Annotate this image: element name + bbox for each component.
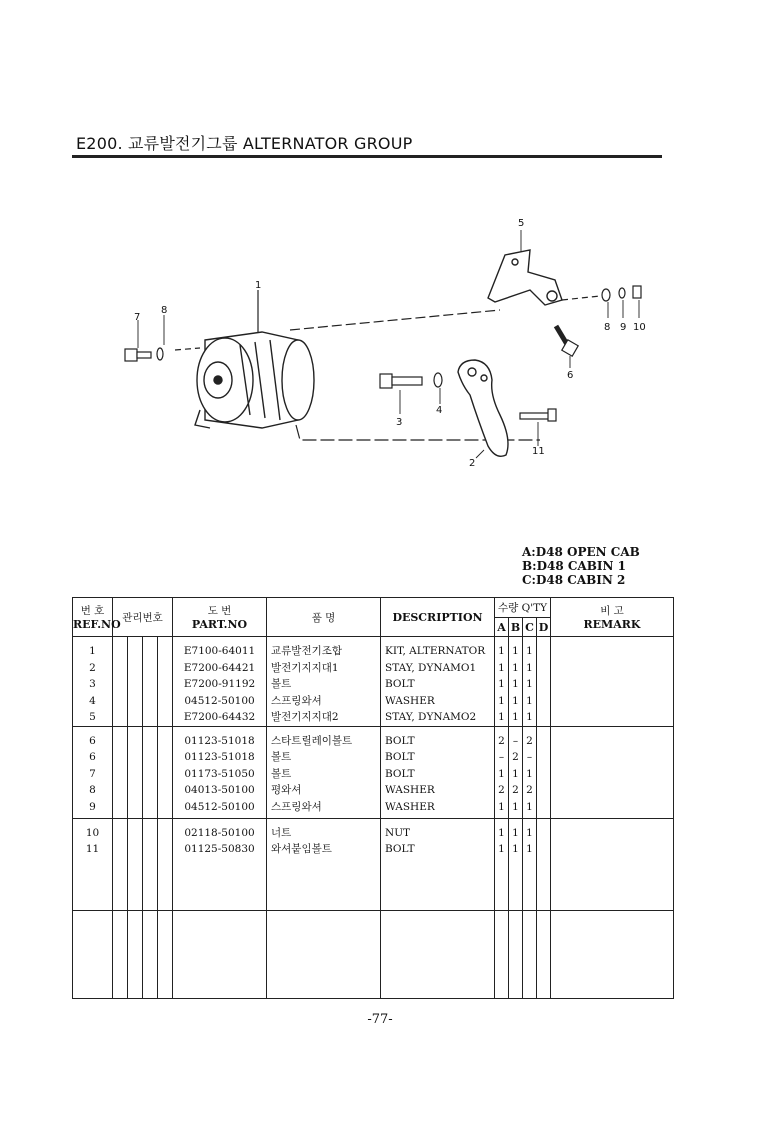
mgmt-cell bbox=[158, 910, 173, 998]
ref-no-cell bbox=[73, 637, 113, 727]
parts-table-header bbox=[73, 598, 674, 637]
table-cell-value: 와셔붙임볼트 bbox=[271, 843, 332, 855]
table-cell-value: E7100-64011 bbox=[183, 645, 256, 657]
table-cell-value: 1 bbox=[526, 661, 533, 674]
page-number: -77- bbox=[367, 1012, 393, 1027]
bolt-11-icon bbox=[520, 409, 556, 421]
table-cell-value: 1 bbox=[498, 645, 505, 657]
parts-group-3 bbox=[73, 818, 674, 910]
qty-b-cell bbox=[509, 726, 523, 818]
ref-no-cell bbox=[73, 818, 113, 910]
callout-10: 10 bbox=[633, 322, 646, 333]
model-legend bbox=[522, 545, 640, 587]
table-cell-value: 1 bbox=[498, 678, 505, 690]
table-cell-value: 2 bbox=[526, 784, 533, 796]
parts-group-row bbox=[73, 726, 674, 818]
qty-d-cell bbox=[537, 818, 551, 910]
qty-col-c: C bbox=[523, 618, 537, 637]
table-cell-value: 1 bbox=[498, 767, 505, 780]
legend-b: B:D48 CABIN 1 bbox=[522, 559, 626, 573]
legend-a: A:D48 OPEN CAB bbox=[522, 545, 640, 559]
parts-group-empty bbox=[73, 910, 674, 998]
table-cell-value: 볼트 bbox=[271, 767, 292, 780]
description-cell bbox=[381, 818, 495, 910]
description-header: DESCRIPTION bbox=[381, 598, 495, 637]
table-cell-value: 볼트 bbox=[271, 751, 292, 763]
remark-cell bbox=[551, 637, 674, 727]
table-cell-value: 1 bbox=[526, 843, 533, 855]
table-cell-value bbox=[537, 709, 550, 726]
name-ko-cell bbox=[267, 910, 381, 998]
table-cell-value: 스타트릴레이볼트 bbox=[271, 734, 353, 747]
table-cell-value: 1 bbox=[512, 843, 519, 855]
remark-cell bbox=[551, 818, 674, 910]
table-cell-value: 1 bbox=[526, 694, 533, 707]
table-cell-value: 01123-51018 bbox=[184, 734, 255, 747]
description-cell bbox=[381, 637, 495, 727]
callout-7: 7 bbox=[134, 312, 141, 323]
qty-col-b: B bbox=[509, 618, 523, 637]
callout-5: 5 bbox=[518, 218, 525, 229]
table-cell-value: – bbox=[512, 734, 519, 747]
table-cell-value: WASHER bbox=[385, 800, 435, 813]
bolt-3-icon bbox=[380, 373, 442, 388]
parts-group-1 bbox=[73, 637, 674, 727]
callout-1: 1 bbox=[255, 280, 262, 291]
table-cell-value bbox=[537, 766, 550, 783]
table-cell-value: 04512-50100 bbox=[184, 800, 255, 813]
table-cell-value: STAY, DYNAMO1 bbox=[385, 661, 477, 674]
parts-group-row bbox=[73, 910, 674, 998]
table-cell-value: 교류발전기조합 bbox=[271, 645, 343, 657]
mgmt-cell bbox=[143, 726, 158, 818]
part-no-cell bbox=[173, 637, 267, 727]
table-cell-value: E7200-64421 bbox=[183, 661, 256, 674]
qty-c-cell bbox=[523, 910, 537, 998]
table-cell-value: BOLT bbox=[385, 678, 415, 690]
table-cell-value: 2 bbox=[512, 784, 519, 796]
table-cell-value: 01125-50830 bbox=[184, 843, 255, 855]
parts-table bbox=[72, 597, 674, 999]
callout-4: 4 bbox=[436, 405, 443, 416]
qty-col-a: A bbox=[495, 618, 509, 637]
bolt-7-icon bbox=[125, 348, 163, 361]
table-cell-value: 스프링와셔 bbox=[271, 694, 322, 707]
table-cell-value: 평와셔 bbox=[271, 784, 302, 796]
qty-b-cell bbox=[509, 910, 523, 998]
table-cell-value: BOLT bbox=[385, 734, 415, 747]
table-cell-value: 04013-50100 bbox=[184, 784, 255, 796]
qty-d-cell bbox=[537, 726, 551, 818]
table-cell-value: 1 bbox=[526, 711, 533, 723]
table-cell-value: 1 bbox=[512, 661, 519, 674]
table-cell-value: 너트 bbox=[271, 826, 292, 839]
table-cell-value bbox=[537, 693, 550, 710]
table-cell-value: 8 bbox=[89, 784, 96, 796]
stay-arm-icon bbox=[458, 360, 508, 456]
table-cell-value: 7 bbox=[89, 767, 96, 780]
table-cell-value: 1 bbox=[526, 826, 533, 839]
table-cell-value: 1 bbox=[512, 826, 519, 839]
page-title: E200. 교류발전기그룹 ALTERNATOR GROUP bbox=[76, 134, 413, 153]
bolt-6-icon bbox=[556, 326, 578, 356]
mgmt-no-header: 관리번호 bbox=[113, 598, 173, 637]
table-cell-value bbox=[537, 643, 550, 660]
table-cell-value bbox=[537, 825, 550, 842]
alternator-icon bbox=[195, 332, 314, 428]
qty-d-cell bbox=[537, 910, 551, 998]
table-cell-value: BOLT bbox=[385, 767, 415, 780]
table-cell-value: 2 bbox=[498, 784, 505, 796]
table-cell-value: BOLT bbox=[385, 751, 415, 763]
mgmt-cell bbox=[113, 910, 128, 998]
callout-2: 2 bbox=[469, 458, 476, 469]
table-cell-value: 4 bbox=[89, 694, 96, 707]
table-cell-value: 1 bbox=[89, 645, 96, 657]
alternator-exploded-diagram bbox=[0, 0, 760, 540]
table-cell-value: 6 bbox=[89, 734, 96, 747]
part-no-cell bbox=[173, 818, 267, 910]
qty-col-d: D bbox=[537, 618, 551, 637]
table-cell-value: 스프링와셔 bbox=[271, 800, 322, 813]
table-cell-value: 1 bbox=[498, 711, 505, 723]
table-cell-value: 2 bbox=[89, 661, 96, 674]
table-cell-value: 발전기지지대2 bbox=[271, 711, 339, 723]
table-cell-value: BOLT bbox=[385, 843, 415, 855]
ref-no-cell bbox=[73, 910, 113, 998]
table-cell-value: E7200-91192 bbox=[183, 678, 256, 690]
table-cell-value: 01173-51050 bbox=[184, 767, 255, 780]
remark-cell bbox=[551, 726, 674, 818]
mgmt-cell bbox=[113, 726, 128, 818]
nut-10-icon bbox=[633, 286, 641, 298]
parts-group-2 bbox=[73, 726, 674, 818]
table-cell-value: 1 bbox=[498, 694, 505, 707]
qty-d-cell bbox=[537, 637, 551, 727]
table-cell-value: 발전기지지대1 bbox=[271, 661, 339, 674]
qty-a-cell bbox=[495, 637, 509, 727]
mgmt-cell bbox=[158, 726, 173, 818]
part-no-cell bbox=[173, 910, 267, 998]
table-cell-value bbox=[537, 841, 550, 858]
table-cell-value bbox=[537, 676, 550, 693]
qty-c-cell bbox=[523, 637, 537, 727]
mgmt-cell bbox=[158, 637, 173, 727]
table-cell-value: 1 bbox=[498, 843, 505, 855]
table-cell-value bbox=[537, 733, 550, 750]
table-cell-value bbox=[537, 749, 550, 766]
mgmt-cell bbox=[128, 818, 143, 910]
table-cell-value: KIT, ALTERNATOR bbox=[385, 645, 486, 657]
mgmt-cell bbox=[143, 637, 158, 727]
table-cell-value: 1 bbox=[526, 678, 533, 690]
remark-header: 비 고 REMARK bbox=[551, 598, 674, 637]
qty-b-cell bbox=[509, 637, 523, 727]
table-cell-value: – bbox=[526, 751, 533, 763]
table-cell-value: 01123-51018 bbox=[184, 751, 255, 763]
table-cell-value: 11 bbox=[85, 843, 100, 855]
table-cell-value: 1 bbox=[526, 645, 533, 657]
table-cell-value: 볼트 bbox=[271, 678, 292, 690]
name-ko-cell bbox=[267, 726, 381, 818]
qty-b-cell bbox=[509, 818, 523, 910]
table-cell-value: 5 bbox=[89, 711, 96, 723]
qty-c-cell bbox=[523, 818, 537, 910]
table-cell-value: 9 bbox=[89, 800, 96, 813]
mgmt-cell bbox=[143, 910, 158, 998]
ref-no-cell bbox=[73, 726, 113, 818]
callout-9: 9 bbox=[620, 322, 627, 333]
table-cell-value: 1 bbox=[498, 661, 505, 674]
table-cell-value: 1 bbox=[526, 800, 533, 813]
table-cell-value: 1 bbox=[512, 711, 519, 723]
table-cell-value: 2 bbox=[512, 751, 519, 763]
qty-a-cell bbox=[495, 726, 509, 818]
description-cell bbox=[381, 910, 495, 998]
table-cell-value: 1 bbox=[512, 694, 519, 707]
table-cell-value: NUT bbox=[385, 826, 411, 839]
callout-8-left: 8 bbox=[161, 305, 168, 316]
name-ko-cell bbox=[267, 818, 381, 910]
table-cell-value: 1 bbox=[512, 645, 519, 657]
qty-c-cell bbox=[523, 726, 537, 818]
table-cell-value: 3 bbox=[89, 678, 96, 690]
mgmt-cell bbox=[113, 818, 128, 910]
mgmt-cell bbox=[113, 637, 128, 727]
description-cell bbox=[381, 726, 495, 818]
table-cell-value bbox=[537, 799, 550, 816]
table-cell-value: 1 bbox=[526, 767, 533, 780]
parts-group-row bbox=[73, 818, 674, 910]
table-cell-value bbox=[537, 660, 550, 677]
washer-9-icon bbox=[619, 288, 625, 298]
table-cell-value: 1 bbox=[498, 826, 505, 839]
callout-3: 3 bbox=[396, 417, 403, 428]
mgmt-cell bbox=[128, 910, 143, 998]
table-cell-value: 10 bbox=[85, 826, 100, 839]
table-cell-value: 2 bbox=[498, 734, 505, 747]
table-cell-value: 2 bbox=[526, 734, 533, 747]
table-cell-value: 6 bbox=[89, 751, 96, 763]
table-cell-value: 1 bbox=[512, 800, 519, 813]
mgmt-cell bbox=[143, 818, 158, 910]
part-no-cell bbox=[173, 726, 267, 818]
qty-a-cell bbox=[495, 818, 509, 910]
mgmt-cell bbox=[128, 637, 143, 727]
mgmt-cell bbox=[158, 818, 173, 910]
callout-11: 11 bbox=[532, 446, 545, 457]
qty-a-cell bbox=[495, 910, 509, 998]
legend-c: C:D48 CABIN 2 bbox=[522, 573, 626, 587]
table-cell-value: 02118-50100 bbox=[184, 826, 255, 839]
name-ko-header: 품 명 bbox=[267, 598, 381, 637]
parts-group-row bbox=[73, 637, 674, 727]
table-cell-value: WASHER bbox=[385, 694, 435, 707]
washer-8-icon bbox=[602, 289, 610, 301]
table-cell-value: 1 bbox=[498, 800, 505, 813]
table-cell-value: – bbox=[498, 751, 505, 763]
table-cell-value: WASHER bbox=[385, 784, 435, 796]
qty-header: 수량 Q'TY bbox=[495, 598, 551, 618]
remark-cell bbox=[551, 910, 674, 998]
table-cell-value: E7200-64432 bbox=[183, 711, 256, 723]
table-cell-value: 04512-50100 bbox=[184, 694, 255, 707]
name-ko-cell bbox=[267, 637, 381, 727]
part-no-header: 도 번 PART.NO bbox=[173, 598, 267, 637]
mgmt-cell bbox=[128, 726, 143, 818]
ref-no-header: 번 호 REF.NO bbox=[73, 598, 113, 637]
table-cell-value: 1 bbox=[512, 767, 519, 780]
table-cell-value bbox=[537, 782, 550, 799]
table-cell-value: 1 bbox=[512, 678, 519, 690]
callout-6: 6 bbox=[567, 370, 574, 381]
stay-bracket-icon bbox=[488, 250, 562, 305]
callout-8: 8 bbox=[604, 322, 611, 333]
table-cell-value: STAY, DYNAMO2 bbox=[385, 711, 477, 723]
